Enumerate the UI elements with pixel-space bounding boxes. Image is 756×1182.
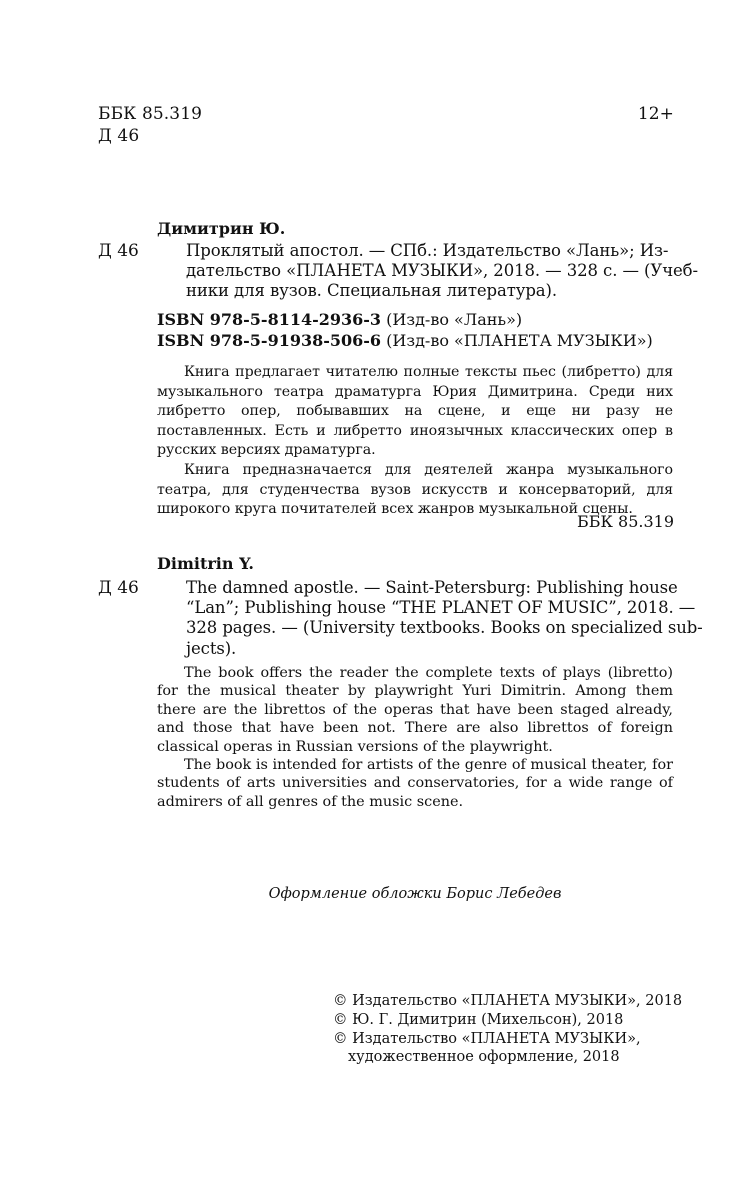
isbn-number: ISBN 978-5-91938-506-6 (157, 331, 382, 350)
header-author-code: Д 46 (98, 126, 140, 146)
en-bibliography-line: jects). (186, 638, 237, 658)
ru-bibliography (186, 241, 698, 302)
copyright-line: © Издательство «ПЛАНЕТА МУЗЫКИ», (333, 1030, 641, 1047)
cover-credit: Оформление обложки Борис Лебедев (268, 886, 562, 902)
en-author-code: Д 46 (98, 578, 139, 598)
ru-author: Димитрин Ю. (157, 219, 286, 238)
en-bibliography-line: “Lan”; Publishing house “THE PLANET OF MUSIC”, 2018. — (186, 598, 696, 618)
isbn-publisher: (Изд-во «Лань») (386, 310, 523, 329)
ru-bibliography-line: ники для вузов. Специальная литература). (186, 281, 558, 301)
isbn-number: ISBN 978-5-8114-2936-3 (157, 310, 382, 329)
ru-isbn-2 (157, 330, 653, 352)
copyright-line: © Издательство «ПЛАНЕТА МУЗЫКИ», 2018 (333, 993, 683, 1009)
copyright-block (333, 992, 682, 1067)
en-annotation-paragraph: The book is intended for artists of the genre of musical theater, for students of arts universities and conservatories, for a wide range of admirers of all genres of the music scene. (157, 757, 673, 810)
age-rating: 12+ (637, 104, 674, 124)
copyright-line: © Ю. Г. Димитрин (Михельсон), 2018 (333, 1011, 624, 1028)
header-bbk: ББК 85.319 (98, 104, 203, 124)
ru-bbk: ББК 85.319 (577, 512, 674, 531)
en-author: Dimitrin Y. (157, 554, 254, 573)
ru-bibliography-line: Проклятый апостол. — СПб.: Издательство «Лань»; Из- (186, 241, 669, 260)
en-annotation-paragraph: The book offers the reader the complete texts of plays (libretto) for the musical theater by playwright Yuri Dimitrin. Among them there are the librettos of the operas that have been staged already, and those that have been not. There are also librettos of foreign classical operas in Russian versions of the playwright. (157, 665, 673, 755)
ru-annotation-paragraph: Книга предназначается для деятелей жанра музыкального театра, для студенчества вузов искусств и консерваторий, для широкого круга почитателей всех жанров музыкальной сцены. (157, 461, 673, 518)
ru-annotation-paragraph: Книга предлагает читателю полные тексты пьес (либретто) для музыкального театра драматурга Юрия Димитрина. Среди них либретто опер, побывавших на сцене, и еще ни разу не поставленных. Есть и либретто иноязычных классических опер в русских версиях драматурга. (157, 364, 673, 459)
en-bibliography-line: 328 pages. — (University textbooks. Books on specialized sub- (186, 618, 703, 638)
isbn-publisher: (Изд-во «ПЛАНЕТА МУЗЫКИ») (386, 331, 653, 350)
en-bibliography-line: The damned apostle. — Saint-Petersburg: Publishing house (186, 578, 678, 597)
ru-isbn-1 (157, 309, 522, 331)
en-annotation (157, 664, 673, 811)
ru-author-code: Д 46 (98, 241, 139, 261)
ru-annotation (157, 363, 673, 520)
copyright-line: художественное оформление, 2018 (348, 1049, 620, 1066)
en-bibliography (186, 578, 703, 659)
ru-bibliography-line: дательство «ПЛАНЕТА МУЗЫКИ», 2018. — 328 с. — (Учеб- (186, 261, 698, 281)
